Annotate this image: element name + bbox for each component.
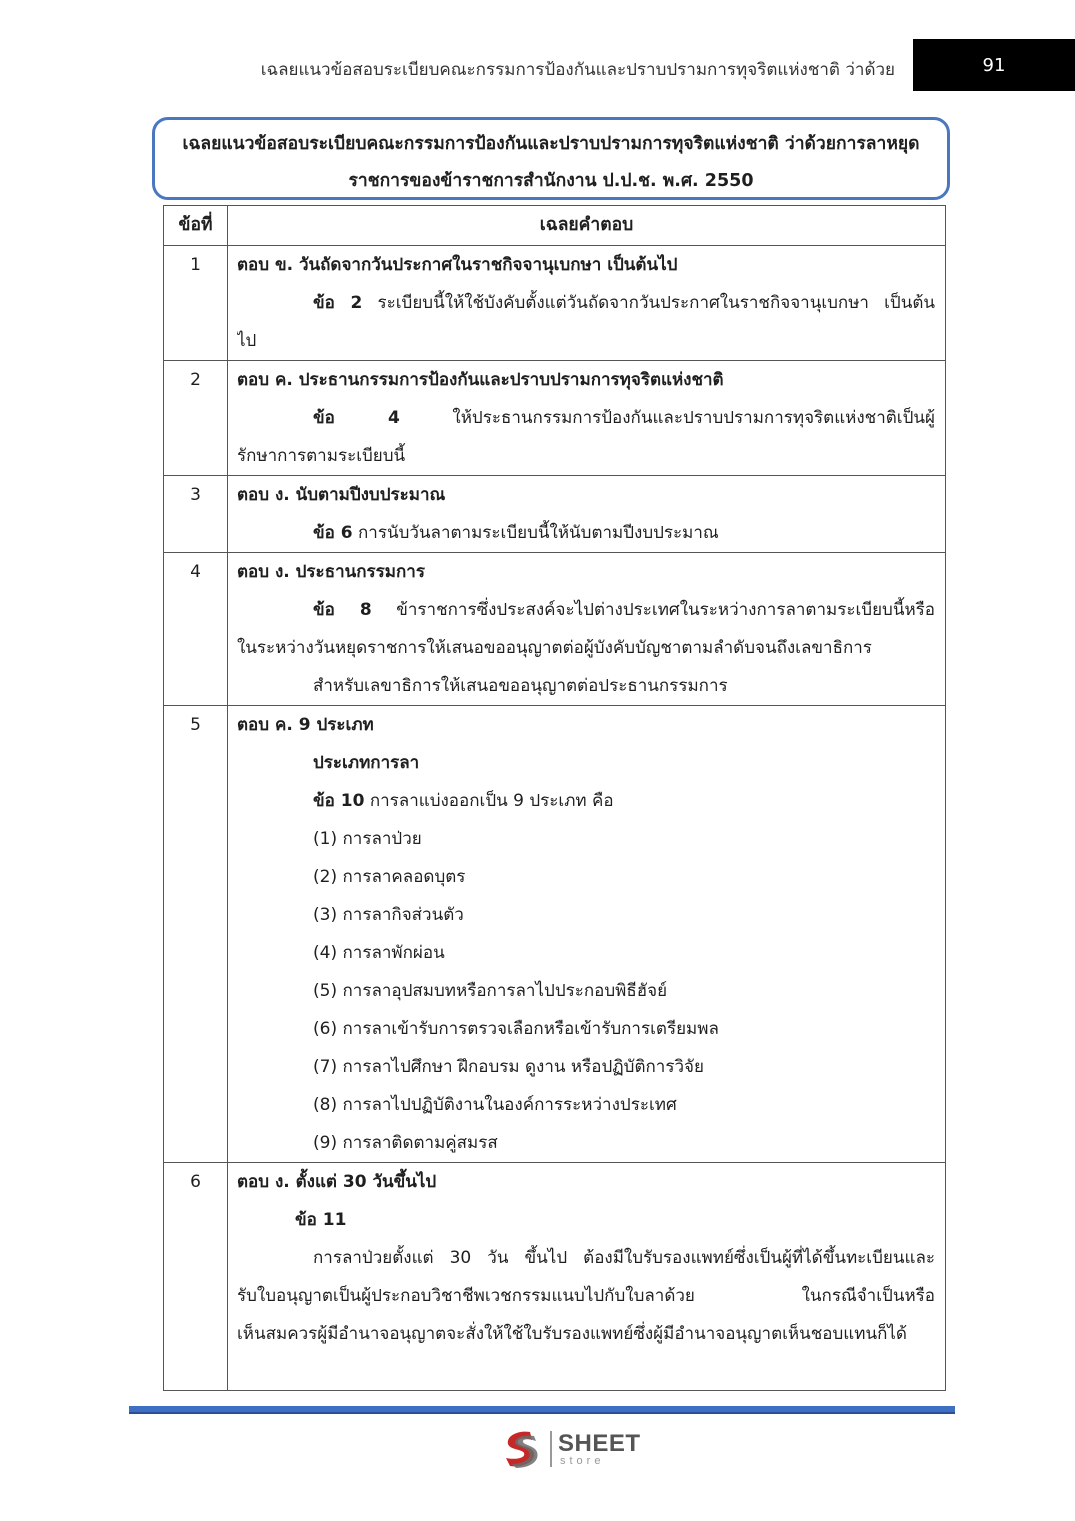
clause-label: ข้อ 11 — [295, 1210, 347, 1230]
list-item: (5) การลาอุปสมบทหรือการลาไปประกอบพิธีฮัจย์ — [313, 981, 668, 1001]
clause-line — [237, 591, 935, 629]
table-row — [164, 361, 946, 476]
paragraph-line: การลาป่วยตั้งแต่ 30 วัน ขึ้นไป ต้องมีใบรับรองแพทย์ซึ่งเป็นผู้ที่ได้ขึ้นทะเบียนและ — [313, 1248, 935, 1268]
clause-line — [237, 284, 935, 322]
clause-text: ให้ประธานกรรมการป้องกันและปราบปรามการทุจริตแห่งชาติเป็นผู้ — [399, 408, 935, 428]
logo-subword: store — [560, 1454, 605, 1467]
answer-cell — [228, 476, 946, 553]
answer-cell — [228, 1163, 946, 1391]
list-item: (4) การลาพักผ่อน — [313, 943, 445, 963]
answer-text: ตอบ ง. ประธานกรรมการ — [237, 562, 425, 582]
answer-cell — [228, 553, 946, 706]
clause-label: ข้อ 2 — [313, 293, 363, 313]
answer-table — [163, 205, 946, 1391]
list-item: (7) การลาไปศึกษา ฝึกอบรม ดูงาน หรือปฏิบัติการวิจัย — [313, 1057, 704, 1077]
clause-text: ข้าราชการซึ่งประสงค์จะไปต่างประเทศในระหว่างการลาตามระเบียบนี้หรือ — [371, 600, 935, 620]
table-row — [164, 1163, 946, 1391]
clause-continuation: สำหรับเลขาธิการให้เสนอขออนุญาตต่อประธานกรรมการ — [313, 676, 728, 696]
footer-rule-shadow — [129, 1412, 955, 1414]
table-row — [164, 476, 946, 553]
answer-text: ตอบ ข. วันถัดจากวันประกาศในราชกิจจานุเบกษา เป็นต้นไป — [237, 255, 678, 275]
title-line-2: ราชการของข้าราชการสำนักงาน ป.ป.ช. พ.ศ. 2550 — [348, 171, 754, 191]
clause-continuation: ในระหว่างวันหยุดราชการให้เสนอขออนุญาตต่อผู้บังคับบัญชาตามลำดับจนถึงเลขาธิการ — [237, 638, 872, 658]
row-number: 3 — [164, 476, 228, 553]
clause-label: ข้อ 4 — [313, 408, 400, 428]
clause-text: ระเบียบนี้ให้ใช้บังคับตั้งแต่วันถัดจากวันประกาศในราชกิจจานุเบกษา เป็นต้น — [362, 293, 935, 313]
clause-label: ข้อ 10 — [313, 791, 365, 811]
list-item: (9) การลาติดตามคู่สมรส — [313, 1133, 498, 1153]
row-number: 5 — [164, 706, 228, 1163]
clause-line — [237, 782, 935, 820]
row-number: 4 — [164, 553, 228, 706]
table-row — [164, 246, 946, 361]
paragraph-line: เห็นสมควรผู้มีอำนาจอนุญาตจะสั่งให้ใช้ใบรับรองแพทย์ซึ่งผู้มีอำนาจอนุญาตเห็นชอบแทนก็ได้ — [237, 1324, 907, 1344]
table-row — [164, 553, 946, 706]
logo-text — [558, 1429, 641, 1467]
clause-continuation: รักษาการตามระเบียบนี้ — [237, 446, 406, 466]
answer-text: ตอบ ง. นับตามปีงบประมาณ — [237, 485, 446, 505]
list-item: (8) การลาไปปฏิบัติงานในองค์การระหว่างประเทศ — [313, 1095, 677, 1115]
document-title-box — [152, 117, 950, 200]
answer-text: ตอบ ค. 9 ประเภท — [237, 715, 374, 735]
sheet-store-logo — [500, 1428, 641, 1470]
logo-word: SHEET — [558, 1429, 641, 1457]
answer-cell — [228, 361, 946, 476]
clause-text: การนับวันลาตามระเบียบนี้ให้นับตามปีงบประมาณ — [352, 523, 719, 543]
row-number: 1 — [164, 246, 228, 361]
row-number: 2 — [164, 361, 228, 476]
row-number: 6 — [164, 1163, 228, 1391]
clause-label: ข้อ 8 — [313, 600, 372, 620]
list-item: (6) การลาเข้ารับการตรวจเลือกหรือเข้ารับการเตรียมพล — [313, 1019, 719, 1039]
clause-continuation: ไป — [237, 331, 257, 351]
clause-line — [237, 399, 935, 437]
answer-text: ตอบ ง. ตั้งแต่ 30 วันขึ้นไป — [237, 1172, 437, 1192]
clause-label: ข้อ 6 — [313, 523, 353, 543]
subheading: ประเภทการลา — [313, 753, 420, 773]
page-number-badge: 91 — [913, 39, 1075, 91]
answer-text: ตอบ ค. ประธานกรรมการป้องกันและปราบปรามการทุจริตแห่งชาติ — [237, 370, 724, 390]
title-line-1: เฉลยแนวข้อสอบระเบียบคณะกรรมการป้องกันและปราบปรามการทุจริตแห่งชาติ ว่าด้วยการลาหยุด — [182, 134, 920, 154]
answer-cell — [228, 706, 946, 1163]
column-header-no: ข้อที่ — [164, 206, 228, 246]
paragraph-line: รับใบอนุญาตเป็นผู้ประกอบวิชาชีพเวชกรรมแนบไปกับใบลาด้วย ในกรณีจำเป็นหรือ — [237, 1286, 935, 1306]
sheet-s-logo-icon — [500, 1428, 544, 1470]
list-item: (1) การลาป่วย — [313, 829, 422, 849]
list-item: (3) การลากิจส่วนตัว — [313, 905, 464, 925]
answer-cell — [228, 246, 946, 361]
column-header-answer: เฉลยคำตอบ — [228, 206, 946, 246]
logo-divider — [550, 1431, 552, 1467]
running-header: เฉลยแนวข้อสอบระเบียบคณะกรรมการป้องกันและปราบปรามการทุจริตแห่งชาติ ว่าด้วย — [260, 60, 895, 80]
table-header-row — [164, 206, 946, 246]
list-item: (2) การลาคลอดบุตร — [313, 867, 466, 887]
clause-text: การลาแบ่งออกเป็น 9 ประเภท คือ — [364, 791, 614, 811]
table-row — [164, 706, 946, 1163]
clause-line — [237, 514, 935, 552]
